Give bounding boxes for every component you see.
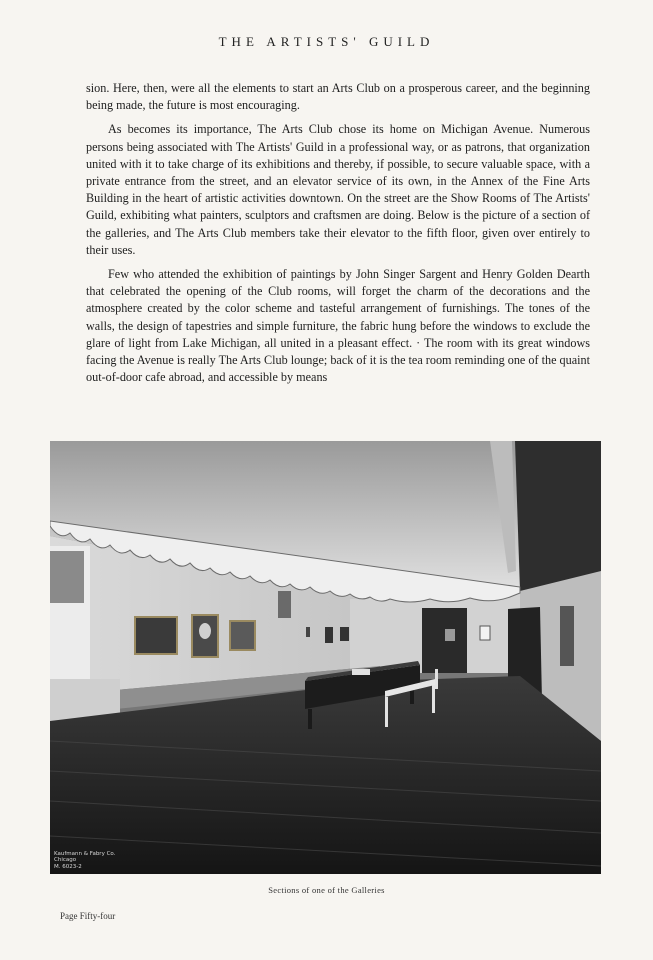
paragraph-2: As becomes its importance, The Arts Club chose its home on Michigan Avenue. Numerous persons being associated with The Artists' Guild in a professional way, or as patrons, that organization united with it to take charge of its exhibitions and thereby, if possible, to secure valuable space, with a private entrance from the street, and an elevator service of its own, in the Annex of the Fine Arts Building in the heart of artistic activities downtown. On the street are the Show Rooms of The Artists' Guild, exhibiting what painters, sculptors and craftsmen are doing. Below is the picture of a section of the galleries, and The Arts Club members take their elevator to the fifth floor, given over entirely to their uses.: [86, 122, 590, 257]
gallery-photograph: [50, 441, 601, 874]
running-head: THE ARTISTS' GUILD: [218, 34, 435, 49]
paragraph-1: sion. Here, then, were all the elements to start an Arts Club on a prosperous career, and the beginning being made, the future is most encouraging.: [86, 81, 590, 113]
page-number: Page Fifty-four: [60, 911, 116, 921]
photographer-mark: Kaufmann & Fabry Co. Chicago M. 6023-2: [54, 850, 116, 870]
photo-caption: Sections of one of the Galleries: [268, 885, 385, 895]
paragraph-3: Few who attended the exhibition of paintings by John Singer Sargent and Henry Golden Dearth that celebrated the opening of the Club rooms, will forget the charm of the decorations and the atmosphere created by the color scheme and tasteful arrangement of furnishings. The tones of the walls, the design of tapestries and simple furniture, the fabric hung before the windows to exclude the glare of light from Lake Michigan, all united in a pleasant effect. · The room with its great windows facing the Avenue is really The Arts Club lounge; back of it is the tea room reminding one of the quaint out-of-door cafe abroad, and accessible by means: [86, 267, 590, 385]
body-text: [86, 80, 590, 393]
gallery-photo-drawing: [50, 441, 601, 874]
